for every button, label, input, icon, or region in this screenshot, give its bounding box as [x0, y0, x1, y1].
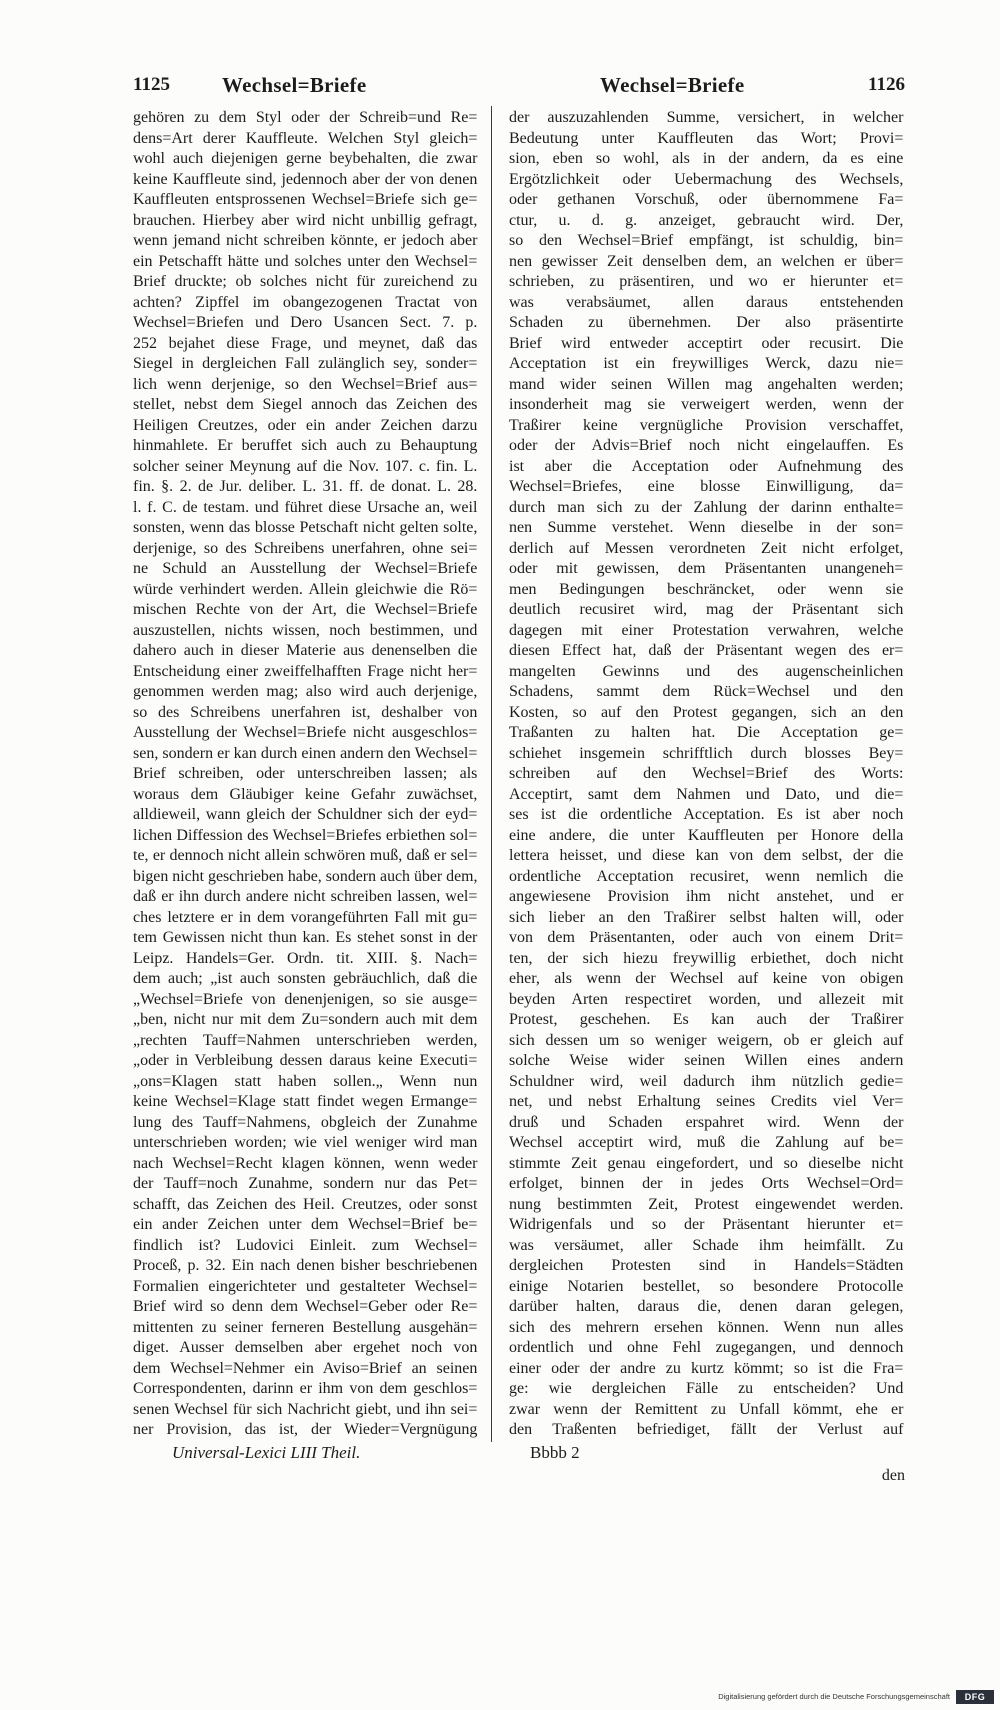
text-line: derlich auf Messen verordneten Zeit nicht erfolget,	[509, 539, 904, 557]
text-line: druß und Schaden erspahret wird. Wenn der	[509, 1113, 904, 1131]
text-line: alldieweil, wann gleich der Schuldner sich der eyd=	[133, 806, 478, 823]
text-line: Brief druckte; ob solches nicht für zureichend zu	[133, 273, 478, 290]
text-line: einer oder der andre zu kurtz kömmt; so ist die Fra=	[509, 1359, 904, 1377]
text-line: dergleichen Protesten sind in Handels=Städten	[509, 1257, 904, 1274]
text-line: den Traßenten befriediget, fällt der Verlust auf	[509, 1421, 904, 1438]
text-line: mischen Rechte von der Art, die Wechsel=Briefe	[133, 601, 478, 618]
text-line: woraus dem Gläubiger keine Gefahr zuwächset,	[133, 785, 478, 803]
text-line: lung des Tauff=Nahmens, obgleich der Zunahme	[133, 1113, 478, 1131]
text-line: Schuldner wird, weil dadurch ihm nützlich gedie=	[509, 1072, 904, 1090]
text-line: achten? Zipffel im obangezogenen Tractat von	[133, 293, 478, 311]
column-divider	[491, 106, 492, 1442]
text-line: Leipz. Handels=Ger. Ordn. tit. XIII. §. Nach=	[133, 949, 478, 967]
text-line: tem Gewissen nicht thun kan. Es stehet sonst in der	[133, 929, 478, 946]
text-line: oder der Advis=Brief noch nicht eingelauffen. Es	[509, 437, 904, 454]
text-line: ner Provision, das ist, der Wieder=Vergnügung	[133, 1421, 478, 1438]
text-line: senen Wechsel für sich Nachricht giebt, und ihn sei=	[133, 1400, 478, 1418]
text-line: „Wechsel=Briefe von denenjenigen, so sie ausge=	[133, 990, 478, 1008]
signature-mark: Bbbb 2	[530, 1443, 580, 1462]
text-line: einige Notarien bestellet, so besondere Protocolle	[509, 1277, 904, 1295]
text-line: auszustellen, nichts wissen, noch bestimmen, und	[133, 621, 478, 639]
text-line: erfolget, binnen der in jedes Orts Wechsel=Ord=	[509, 1175, 904, 1192]
text-line: insonderheit mag sie verweigert werden, wenn der	[509, 396, 904, 413]
text-line: wenn jemand nicht schreiben könnte, er jedoch aber	[133, 232, 478, 249]
text-line: ne Schuld an Ausstellung der Wechsel=Briefe	[133, 560, 478, 577]
text-line: durch man sich zu der Zahlung der darinn enthalte=	[509, 498, 904, 516]
catchword: den	[881, 1467, 905, 1484]
text-line: ist aber die Acceptation oder Aufnehmung des	[509, 457, 904, 475]
text-line: ordentlich und ohne Fehl zugegangen, und dennoch	[509, 1339, 904, 1356]
text-line: sonsten, wenn das blosse Petschaft nicht gelten solte,	[133, 519, 478, 536]
running-head-right: Wechsel=Briefe	[600, 73, 745, 97]
text-line: Ergötzlichkeit oder Uebermachung des Wechsels,	[509, 170, 904, 188]
text-line: Heiligen Creutzes, oder ein ander Zeichen darzu	[133, 416, 478, 434]
text-line: sion, eben so wohl, als in der andern, da es eine	[509, 150, 904, 167]
text-line: ordentliche Acceptation recusiret, wenn nemlich die	[509, 867, 904, 885]
text-line: schrieben, zu präsentiren, und wo er hierunter et=	[509, 273, 904, 290]
text-line: lettera heisset, und diese kan von dem selbst, der die	[509, 847, 904, 864]
text-line: eine andere, die unter Kauffleuten per Honore della	[509, 826, 904, 844]
text-line: Acceptirt, samt dem Nahmen und Dato, und die=	[509, 785, 904, 803]
dfg-logo: DFG	[956, 1690, 994, 1704]
text-line: solcher seiner Meynung auf die Nov. 107. c. fin. L.	[133, 457, 478, 475]
text-line: Widrigenfals und so der Präsentant hierunter et=	[509, 1216, 904, 1233]
text-line: stimmte Zeit genau eingefordert, und so dieselbe nicht	[509, 1154, 904, 1172]
right-column	[509, 108, 904, 1441]
page-number-left: 1125	[133, 74, 170, 95]
text-line: diget. Ausser demselben aber ergehet noch von	[133, 1339, 478, 1356]
text-line: Traßanten zu halten hat. Die Acceptation ge=	[509, 724, 904, 741]
text-line: Wechsel=Briefes, eine blosse Einwilligung, da=	[509, 478, 904, 495]
text-line: Siegel in dergleichen Fall zulänglich sey, sonder=	[133, 355, 478, 372]
text-line: dahero auch in dieser Materie aus denenselben die	[133, 642, 478, 659]
text-line: fin. §. 2. de Jur. deliber. L. 31. ff. de donat. L. 28.	[133, 478, 478, 495]
text-line: keine Wechsel=Klage statt findet wegen Ermange=	[133, 1093, 478, 1110]
text-line: lich wenn derjenige, so den Wechsel=Brief aus=	[133, 375, 478, 393]
text-line: sen, sondern er kan durch einen andern den Wechsel=	[133, 744, 478, 762]
text-line: „rechten Tauff=Nahmen unterschrieben werden,	[133, 1031, 478, 1049]
text-line: Correspondenten, darinn er ihm von dem geschlos=	[133, 1380, 478, 1397]
text-line: net, und nebst Erhaltung seines Credits viel Ver=	[509, 1093, 904, 1110]
text-line: Entscheidung einer zweiffelhafften Frage nicht her=	[133, 662, 478, 680]
text-line: was versäumet, aller Schade ihm heimfällt. Zu	[509, 1236, 904, 1254]
digitization-credit: Digitalisierung gefördert durch die Deutsche Forschungsgemeinschaft	[718, 1692, 950, 1701]
text-line: Brief wird so denn dem Wechsel=Geber oder Re=	[133, 1298, 478, 1315]
text-line: sich dessen um so weniger weigern, ob er gleich auf	[509, 1031, 904, 1049]
text-line: oder mit gewissen, dem Präsentanten unangeneh=	[509, 560, 904, 577]
text-line: Formalien eingerichteter und gestalteter Wechsel=	[133, 1277, 478, 1295]
text-line: schreiben auf den Wechsel=Brief des Worts:	[509, 765, 904, 782]
text-line: Acceptation ist ein freywilliges Werck, dazu nie=	[509, 355, 904, 372]
text-line: keine Kauffleute sind, jedennoch aber der von denen	[133, 170, 478, 188]
text-line: beyden Arten respectiret worden, und allezeit mit	[509, 990, 904, 1008]
text-line: l. f. C. de testam. und führet diese Ursache an, weil	[133, 498, 478, 516]
text-line: sich des mehrern ersehen können. Wenn nun alles	[509, 1318, 904, 1336]
text-line: „ons=Klagen statt haben sollen.„ Wenn nun	[133, 1072, 478, 1090]
text-line: oder gethanen Vorschuß, oder übernommene Fa=	[509, 191, 904, 208]
text-line: dem auch; „ist auch sonsten gebräuchlich, daß die	[133, 970, 478, 987]
text-line: wohl auch diejenigen gerne beybehalten, die zwar	[133, 150, 478, 167]
text-line: deutlich recusiret wird, mag der Präsentant sich	[509, 601, 904, 618]
text-line: mand wider seinen Willen mag angehalten werden;	[509, 375, 904, 393]
running-head-left: Wechsel=Briefe	[222, 73, 367, 97]
text-line: diesen Effect hat, daß der Präsentant wegen des er=	[509, 642, 904, 659]
text-line: nach Wechsel=Recht klagen können, wenn weder	[133, 1154, 478, 1172]
text-line: ctur, u. d. g. anzeiget, gebraucht wird. Der,	[509, 211, 904, 229]
text-line: dagegen mit einer Protestation verwahren, welche	[509, 621, 904, 639]
text-line: ein Petschafft hätte und solches unter den Wechsel=	[133, 252, 478, 270]
text-line: nung bestimmten Zeit, Protest eingewendet werden.	[509, 1195, 904, 1213]
text-line: men Bedingungen beschräncket, oder wenn sie	[509, 580, 904, 598]
text-line: lichen Diffession des Wechsel=Briefes erbiethen sol=	[133, 826, 478, 844]
text-line: der Tauff=noch Zunahme, sondern nur das Pet=	[133, 1175, 478, 1192]
text-line: Wechsel=Briefen und Dero Usancen Sect. 7. p.	[133, 314, 478, 331]
text-line: der auszuzahlenden Summe, versichert, in welcher	[509, 109, 904, 126]
text-line: te, er dennoch nicht allein schwören muß, daß er sel=	[133, 847, 478, 864]
text-line: Schaden zu übernehmen. Der also präsentirte	[509, 314, 904, 331]
text-line: derjenige, so des Schreibens unerfahren, ohne sei=	[133, 539, 478, 557]
text-line: ge: wie dergleichen Fälle zu entscheiden? Und	[509, 1380, 904, 1397]
text-line: „ben, nicht nur mit dem Zu=sondern auch mit dem	[133, 1011, 478, 1028]
text-line: sich lieber an den Traßirer selbst halten will, oder	[509, 908, 904, 926]
text-line: dem Wechsel=Nehmer ein Aviso=Brief an seinen	[133, 1359, 478, 1377]
text-line: unterschrieben worden; wie viel weniger wird man	[133, 1134, 478, 1151]
text-line: darüber halten, daraus die, denen daran gelegen,	[509, 1298, 904, 1315]
text-line: genommen werden mag; also wird auch derjenige,	[133, 683, 478, 700]
text-line: brauchen. Hierbey aber wird nicht unbillig gefragt,	[133, 211, 478, 229]
text-line: Proceß, p. 32. Ein nach denen bisher beschriebenen	[133, 1257, 478, 1274]
text-line: daß er ihn durch andere nicht schreiben lassen, wel=	[133, 888, 478, 905]
text-line: zwar wenn der Remittent zu Unfall kömmt, ehe er	[509, 1400, 904, 1418]
text-line: Bedeutung unter Kauffleuten das Wort; Provi=	[509, 129, 904, 147]
text-line: dens=Art derer Kauffleute. Welchen Styl gleich=	[133, 129, 478, 147]
text-line: von dem Präsentanten, oder auch von einem Drit=	[509, 929, 904, 946]
text-line: schafft, das Zeichen des Heil. Creutzes, oder sonst	[133, 1195, 478, 1213]
text-line: findlich ist? Ludovici Einleit. zum Wechsel=	[133, 1236, 478, 1254]
volume-note: Universal-Lexici LIII Theil.	[172, 1443, 361, 1462]
text-line: eher, als wenn der Wechsel auf keine von obigen	[509, 970, 904, 987]
text-line: 252 bejahet diese Frage, und meynet, daß das	[133, 334, 478, 352]
text-line: gehören zu dem Styl oder der Schreib=und Re=	[133, 109, 478, 126]
text-line: Schadens, sammt dem Rück=Wechsel und den	[509, 683, 904, 700]
text-line: nen Summe verstehet. Wenn dieselbe in der son=	[509, 519, 904, 536]
text-line: stellet, nebst dem Siegel annoch das Zeichen des	[133, 396, 478, 413]
text-line: Kosten, so auf den Protest gegangen, sich an den	[509, 703, 904, 721]
text-line: Kauffleuten entsprossenen Wechsel=Briefe sich ge=	[133, 191, 478, 208]
text-line: bigen nicht geschrieben habe, sondern auch über dem,	[133, 867, 478, 885]
text-line: Brief schreiben, oder unterschreiben lassen; als	[133, 765, 478, 782]
text-line: schiehet insgemein schrifftlich durch blosses Bey=	[509, 744, 904, 762]
text-line: mangelten Gewinns und des augenscheinlichen	[509, 662, 904, 680]
text-line: mittenten zu seiner ferneren Bestellung ausgehän=	[133, 1318, 478, 1336]
text-line: so den Wechsel=Brief empfängt, ist schuldig, bin=	[509, 232, 904, 249]
text-line: hinmahlete. Er beruffet sich auch zu Behauptung	[133, 437, 478, 454]
text-line: nen gewisser Zeit denselben dem, an welchen er über=	[509, 252, 904, 270]
text-line: ein ander Zeichen unter dem Wechsel=Brief be=	[133, 1216, 478, 1233]
text-line: angewiesene Provision ihm nicht anstehet, und er	[509, 888, 904, 905]
text-line: Wechsel acceptirt wird, muß die Zahlung auf be=	[509, 1134, 904, 1151]
text-line: Traßirer keine vergnügliche Provision verschaffet,	[509, 416, 904, 434]
text-line: Ausstellung der Wechsel=Briefe nicht ausgeschlos=	[133, 724, 478, 741]
left-column	[133, 108, 478, 1441]
text-line: ten, der sich hiezu freywillig erbiethet, doch nicht	[509, 949, 904, 967]
text-line: ches letztere er in dem vorangeführten Fall mit gu=	[133, 908, 478, 926]
text-line: was verabsäumet, allen daraus entstehenden	[509, 293, 904, 311]
text-line: so des Schreibens unerfahren ist, deshalber von	[133, 703, 478, 721]
text-line: Brief wird entweder acceptirt oder recusirt. Die	[509, 334, 904, 352]
page-number-right: 1126	[868, 74, 905, 95]
text-line: solche Weise wider seinen Willen eines andern	[509, 1052, 904, 1069]
text-line: würde verhindert werden. Allein gleichwie die Rö=	[133, 580, 478, 598]
text-line: Protest, geschehen. Es kan auch der Traßirer	[509, 1011, 904, 1028]
text-line: „oder in Verbleibung dessen daraus keine Executi=	[133, 1052, 478, 1069]
text-line: ses ist die ordentliche Acceptation. Es ist aber noch	[509, 806, 904, 823]
